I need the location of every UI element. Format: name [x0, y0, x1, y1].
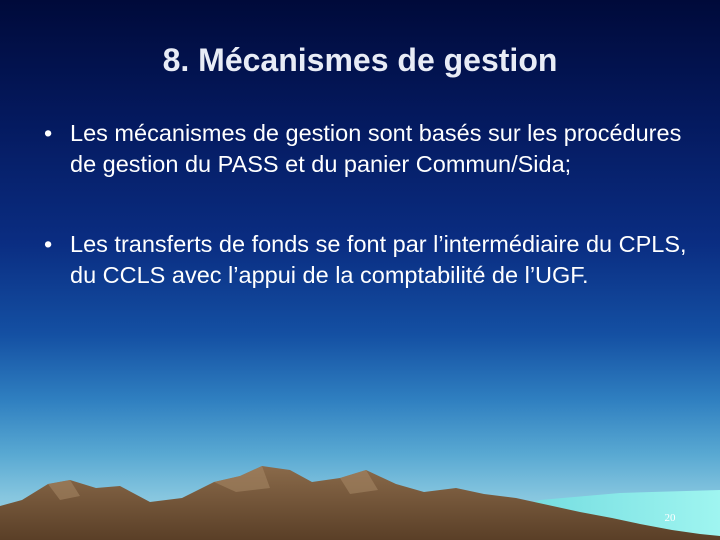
- bullet-item: [44, 229, 694, 290]
- bullet-list: [44, 118, 694, 340]
- bullet-text: Les transferts de fonds se font par l’intermédiaire du CPLS, du CCLS avec l’appui de la comptabilité de l’UGF.: [70, 231, 687, 288]
- bullet-icon: •: [44, 120, 53, 146]
- bullet-item: [44, 118, 694, 179]
- page-number: 20: [664, 512, 676, 524]
- bullet-icon: •: [44, 231, 53, 257]
- mountain-landscape: [0, 460, 720, 540]
- slide-title: 8. Mécanismes de gestion: [162, 42, 558, 78]
- bullet-text: Les mécanismes de gestion sont basés sur les procédures de gestion du PASS et du panier Commun/Sida;: [70, 120, 682, 177]
